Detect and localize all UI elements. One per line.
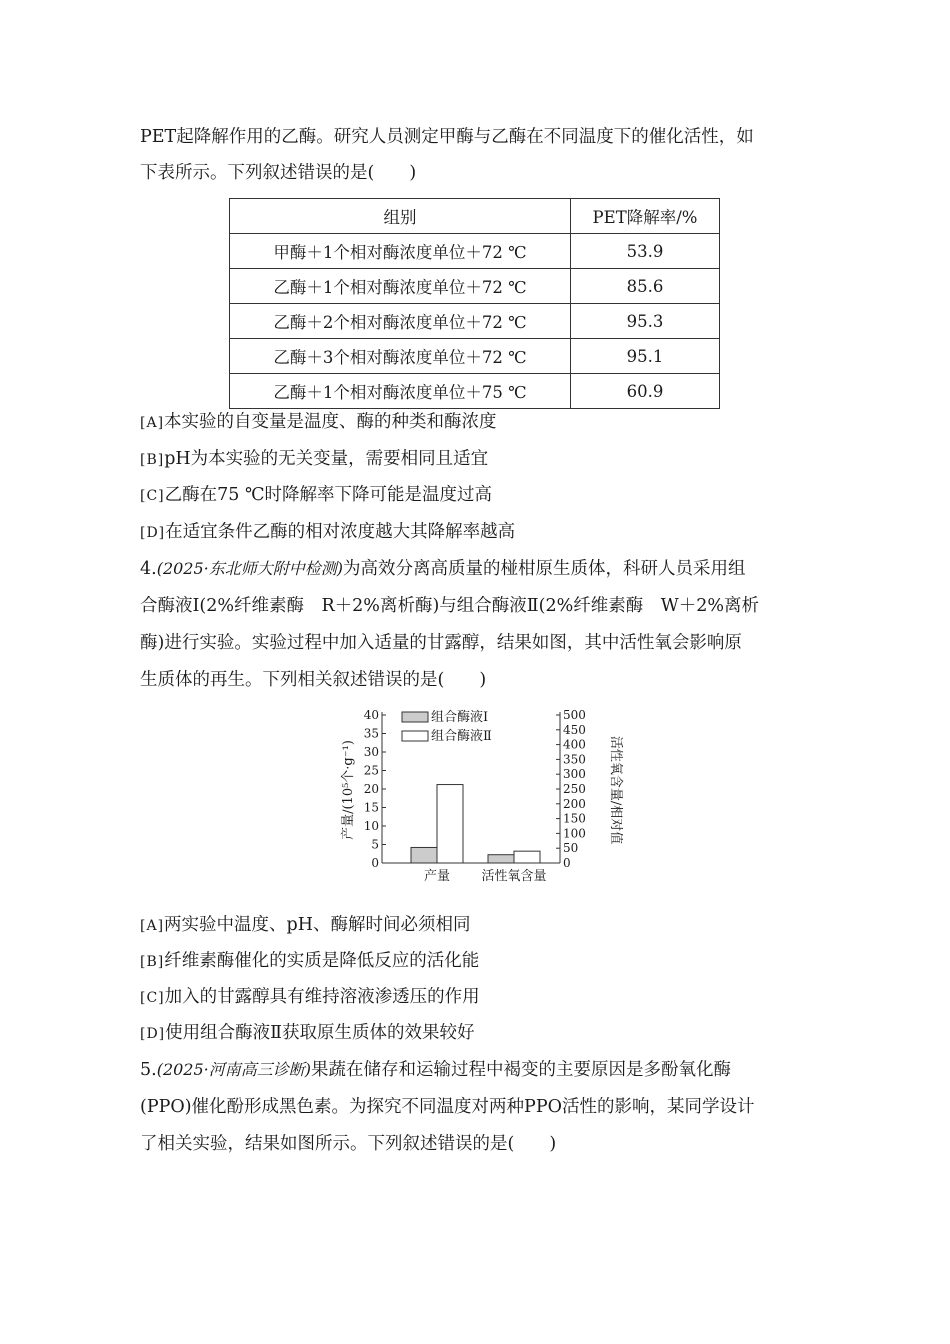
option-label: [B] [140, 452, 165, 468]
option-text: 在适宜条件乙酶的相对浓度越大其降解率越高 [165, 522, 516, 542]
legend-label-series-2: 组合酶液Ⅱ [431, 729, 492, 744]
question-text: 为高效分离高质量的椪柑原生质体，科研人员采用组 [343, 559, 746, 579]
y-right-tick-label: 450 [563, 722, 586, 737]
option-text: 加入的甘露醇具有维持溶液渗透压的作用 [164, 987, 480, 1007]
question-number: 5. [140, 1060, 157, 1080]
table-cell-rate: 95.3 [571, 304, 720, 339]
option-text: 乙酶在75 ℃时降解率下降可能是温度过高 [164, 485, 493, 505]
y-right-tick-label: 350 [563, 752, 586, 767]
table-cell-group: 乙酶＋2个相对酶浓度单位＋72 ℃ [230, 304, 571, 339]
q3-option-a [140, 410, 497, 435]
legend-swatch-series-1 [402, 712, 428, 722]
table-row [230, 269, 720, 304]
bar-series-1 [411, 847, 437, 863]
q5-line-3: 了相关实验，结果如图所示。下列叙述错误的是( ) [140, 1134, 557, 1154]
table-cell-group: 乙酶＋1个相对酶浓度单位＋72 ℃ [230, 269, 571, 304]
option-label: [D] [140, 525, 166, 541]
q4-line-3: 酶)进行实验。实验过程中加入适量的甘露醇，结果如图，其中活性氧会影响原 [140, 633, 742, 653]
option-text: 两实验中温度、pH、酶解时间必须相同 [164, 915, 471, 935]
table-cell-group: 甲酶＋1个相对酶浓度单位＋72 ℃ [230, 234, 571, 269]
y-left-tick-label: 10 [363, 819, 379, 833]
table-row [230, 374, 720, 409]
y-left-tick-label: 30 [363, 745, 379, 759]
q4-line-2: 合酶液Ⅰ(2%纤维素酶 R＋2%离析酶)与组合酶液Ⅱ(2%纤维素酶 W＋2%离析 [140, 596, 760, 616]
y-right-axis-label: 活性氧含量/相对值 [608, 735, 623, 845]
bar-series-1 [488, 855, 514, 863]
q4-line-1 [140, 557, 746, 581]
legend-swatch-series-2 [402, 731, 428, 741]
bar-series-2 [437, 785, 463, 863]
option-text: 使用组合酶液Ⅱ获取原生质体的效果较好 [165, 1023, 475, 1043]
table-cell-group: 乙酶＋1个相对酶浓度单位＋75 ℃ [230, 374, 571, 409]
y-left-tick-label: 35 [363, 726, 379, 741]
q4-option-b [140, 949, 479, 974]
table-cell-rate: 85.6 [571, 269, 720, 304]
option-text: 纤维素酶催化的实质是降低反应的活化能 [164, 951, 480, 971]
y-right-tick-label: 500 [563, 708, 586, 722]
y-right-tick-label: 100 [563, 826, 586, 841]
bar-series-2 [514, 851, 540, 863]
question-source: (2025·东北师大附中检测) [156, 559, 343, 578]
table-row [230, 234, 720, 269]
option-label: [B] [140, 954, 165, 970]
table-row [230, 304, 720, 339]
option-label: [C] [140, 990, 165, 1006]
table-header-rate: PET降解率/% [571, 199, 720, 234]
y-left-tick-label: 20 [363, 782, 379, 796]
q3-option-d [140, 520, 515, 545]
q4-line-4: 生质体的再生。下列相关叙述错误的是( ) [140, 670, 487, 690]
results-table [229, 198, 720, 409]
option-label: [A] [140, 415, 165, 431]
option-label: [D] [140, 1026, 166, 1042]
question-text: 果蔬在储存和运输过程中褐变的主要原因是多酚氧化酶 [311, 1060, 731, 1080]
y-right-tick-label: 150 [563, 811, 586, 826]
option-label: [A] [140, 918, 165, 934]
q3-option-b [140, 447, 488, 472]
x-category-label: 产量 [423, 869, 451, 884]
intro-line-1: PET起降解作用的乙酶。研究人员测定甲酶与乙酶在不同温度下的催化活性，如 [140, 127, 754, 147]
y-right-tick-label: 300 [563, 767, 586, 782]
x-category-label: 活性氧含量 [481, 869, 547, 884]
y-left-axis-label: 产量/(10⁵个·g⁻¹) [341, 740, 356, 840]
y-left-tick-label: 5 [371, 837, 379, 852]
question-number: 4. [140, 559, 157, 579]
q4-option-c [140, 985, 480, 1010]
option-text: 本实验的自变量是温度、酶的种类和酶浓度 [164, 412, 497, 432]
bar-chart [330, 700, 630, 890]
y-right-tick-label: 250 [563, 782, 586, 796]
q5-line-2: (PPO)催化酚形成黑色素。为探究不同温度对两种PPO活性的影响，某同学设计 [140, 1097, 755, 1117]
question-source: (2025·河南高三诊断) [156, 1060, 311, 1079]
q4-option-d [140, 1021, 475, 1046]
q4-option-a [140, 913, 471, 938]
option-label: [C] [140, 488, 165, 504]
y-left-tick-label: 0 [371, 856, 379, 870]
y-right-tick-label: 50 [563, 841, 579, 856]
table-row [230, 339, 720, 374]
table-cell-rate: 60.9 [571, 374, 720, 409]
q3-option-c [140, 483, 492, 508]
y-right-tick-label: 200 [563, 796, 586, 811]
y-right-tick-label: 400 [563, 737, 586, 752]
y-left-tick-label: 15 [363, 800, 379, 815]
option-text: pH为本实验的无关变量，需要相同且适宜 [164, 449, 489, 469]
table-cell-group: 乙酶＋3个相对酶浓度单位＋72 ℃ [230, 339, 571, 374]
q5-line-1 [140, 1058, 731, 1082]
table-header-row [230, 199, 720, 234]
intro-line-2: 下表所示。下列叙述错误的是( ) [140, 163, 417, 183]
y-left-tick-label: 40 [363, 708, 379, 722]
y-left-tick-label: 25 [363, 763, 379, 778]
y-right-tick-label: 0 [563, 856, 571, 870]
table-cell-rate: 53.9 [571, 234, 720, 269]
legend-label-series-1: 组合酶液Ⅰ [431, 710, 489, 725]
table-cell-rate: 95.1 [571, 339, 720, 374]
table-header-group: 组别 [230, 199, 571, 234]
